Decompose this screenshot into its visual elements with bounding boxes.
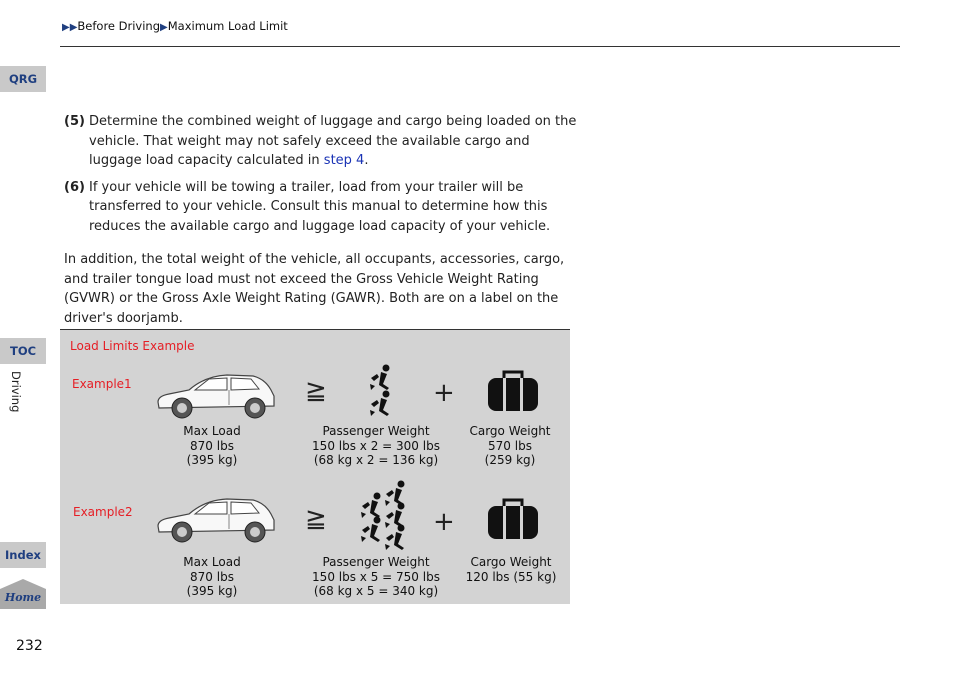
caption-line: (395 kg) [186,584,238,598]
example-label: Example1 [72,377,132,391]
passenger-icon [365,364,395,416]
caption-line: (68 kg x 5 = 340 kg) [313,584,439,598]
greater-equal-symbol: ≧ [305,376,327,406]
caption-line: Cargo Weight [470,555,552,569]
step-4-link[interactable]: step 4 [323,153,365,168]
home-label: Home [4,591,42,604]
step-text: Determine the combined weight of luggage and cargo being loaded on the vehicle. That weight may not safely exceed the available cargo and luggage load capacity calculated in [89,114,577,168]
passenger-weight-caption [305,424,447,468]
caption-line: 870 lbs [190,438,234,453]
page-number: 232 [16,638,43,654]
breadcrumb-link-before-driving[interactable]: Before Driving [77,19,161,33]
step-item [64,178,584,237]
load-limits-example-box [60,329,570,604]
section-label: Driving [9,371,23,413]
caption-line: (259 kg) [484,453,536,467]
step-item [64,112,584,171]
step-number: (6) [64,179,85,195]
toc-tab[interactable]: TOC [0,338,46,364]
caption-line: Cargo Weight [469,424,551,438]
suv-icon [155,494,277,546]
caption-line: Passenger Weight [322,424,430,438]
cargo-weight-caption [455,424,565,468]
caption-line: 870 lbs [190,569,234,584]
caption-line: 150 lbs x 2 = 300 lbs [312,438,440,453]
cargo-weight-caption [455,555,567,584]
caption-line: 150 lbs x 5 = 750 lbs [312,569,440,584]
index-tab[interactable]: Index [0,542,46,568]
breadcrumb-current-page: Maximum Load Limit [167,19,288,33]
caption-line: Max Load [183,424,241,438]
max-load-caption [152,424,272,468]
header-divider [60,46,900,47]
home-button[interactable] [0,579,46,609]
step-text-end: . [364,153,369,168]
breadcrumb [62,19,288,33]
caption-line: Passenger Weight [322,555,430,569]
home-icon [0,579,46,609]
luggage-icon [486,370,540,412]
qrg-tab[interactable]: QRG [0,66,46,92]
luggage-icon [486,498,540,540]
step-number: (5) [64,114,85,129]
caption-line: 570 lbs [488,438,532,453]
example-label: Example2 [73,505,133,519]
suv-icon [155,370,277,422]
caption-line: Max Load [183,555,241,569]
greater-equal-symbol: ≧ [305,504,327,534]
body-paragraph: In addition, the total weight of the vehicle, all occupants, accessories, cargo, and trailer tongue load must not exceed the Gross Vehicle Weight Rating (GVWR) or the Gross Axle Weight Rating (GAWR). Both are on a label on the driver's doorjamb. [64,252,565,326]
plus-symbol: + [433,378,455,408]
plus-symbol: + [433,507,455,537]
box-title: Load Limits Example [70,339,195,353]
max-load-caption [152,555,272,599]
passenger-weight-caption [305,555,447,599]
passengers-icon [350,480,412,552]
caption-line: (395 kg) [186,453,238,467]
breadcrumb-arrow-icon: ▶▶ [62,22,78,33]
breadcrumb-arrow-icon: ▶ [160,22,168,33]
caption-line: (68 kg x 2 = 136 kg) [313,453,439,467]
step-text: If your vehicle will be towing a trailer, load from your trailer will be transferred to your vehicle. Consult this manual to determine how this reduces the available cargo and luggage load capacity of your vehicle. [89,179,551,234]
caption-line: 120 lbs (55 kg) [465,569,557,584]
main-content [64,112,584,328]
